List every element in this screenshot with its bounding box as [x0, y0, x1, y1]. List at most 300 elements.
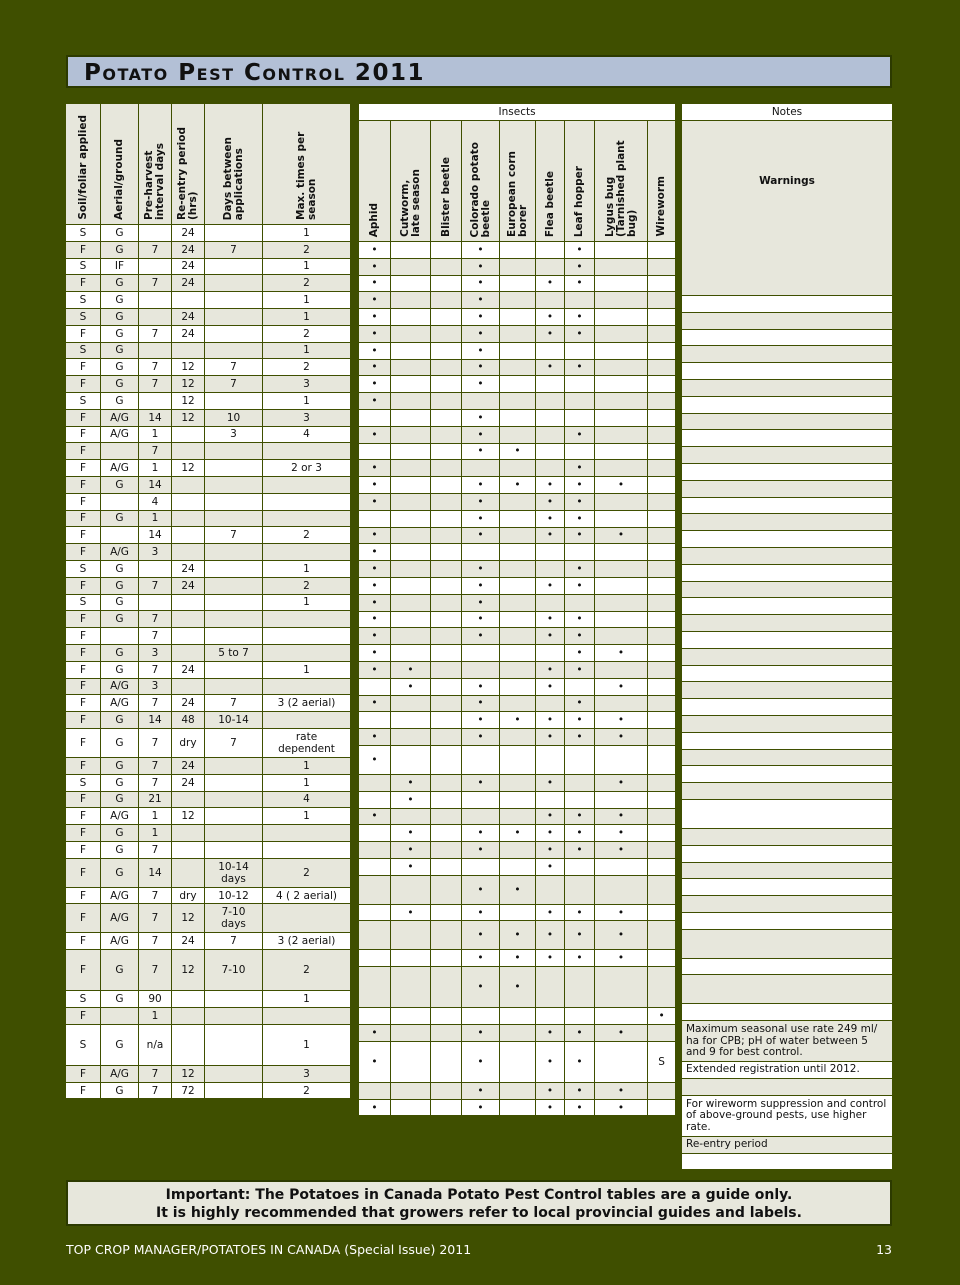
insect-cell: •	[500, 443, 536, 460]
table-row	[359, 510, 676, 527]
insect-cell	[431, 950, 462, 967]
data-cell	[172, 544, 205, 561]
insect-cell: •	[359, 594, 391, 611]
data-cell: 2	[263, 325, 351, 342]
insect-cell: •	[359, 292, 391, 309]
insect-cell	[431, 774, 462, 791]
insect-cell: •	[359, 544, 391, 561]
insect-cell: •	[500, 875, 536, 904]
table-row	[66, 712, 351, 729]
warning-cell	[682, 912, 893, 929]
insect-cell	[462, 661, 500, 678]
warning-cell	[682, 879, 893, 896]
data-cell: F	[66, 678, 101, 695]
data-cell: 90	[139, 991, 172, 1008]
insect-cell	[648, 791, 676, 808]
data-cell: 72	[172, 1082, 205, 1099]
data-cell: G	[101, 308, 139, 325]
warning-cell	[682, 631, 893, 648]
insect-cell	[595, 376, 648, 393]
insect-cell	[595, 510, 648, 527]
data-cell: A/G	[101, 933, 139, 950]
table-row	[66, 858, 351, 887]
insect-cell	[431, 729, 462, 746]
table-row	[682, 430, 893, 447]
insect-cell	[431, 1025, 462, 1042]
data-cell: 2	[263, 577, 351, 594]
data-cell: A/G	[101, 460, 139, 477]
table-row	[682, 547, 893, 564]
table-row	[66, 808, 351, 825]
data-cell: 24	[172, 933, 205, 950]
insect-cell	[648, 242, 676, 259]
insect-cell	[565, 376, 595, 393]
insect-cell	[500, 258, 536, 275]
insect-cell	[391, 808, 431, 825]
table-row	[359, 242, 676, 259]
insect-header-cell	[565, 121, 595, 242]
data-cell	[172, 991, 205, 1008]
data-cell: G	[101, 225, 139, 242]
insect-cell	[359, 904, 391, 921]
data-cell: G	[101, 510, 139, 527]
insect-cell	[648, 904, 676, 921]
page-title-box	[66, 55, 892, 88]
insect-cell: •	[462, 712, 500, 729]
table-row	[66, 841, 351, 858]
data-cell: 3	[263, 409, 351, 426]
insect-cell	[359, 950, 391, 967]
data-cell: 24	[172, 308, 205, 325]
data-cell	[205, 577, 263, 594]
table-row	[66, 275, 351, 292]
insect-cell: •	[500, 825, 536, 842]
insect-cell: •	[462, 678, 500, 695]
table-row	[682, 346, 893, 363]
data-cell: 7	[139, 933, 172, 950]
insect-cell	[648, 1099, 676, 1116]
insect-cell: •	[462, 376, 500, 393]
insect-cell	[648, 409, 676, 426]
insect-cell	[648, 950, 676, 967]
warning-cell	[682, 463, 893, 480]
data-cell	[205, 510, 263, 527]
insect-cell	[431, 825, 462, 842]
insect-cell	[462, 1008, 500, 1025]
insect-cell: •	[595, 1082, 648, 1099]
data-cell: G	[101, 1024, 139, 1065]
data-cell: 4 ( 2 aerial)	[263, 887, 351, 904]
insect-cell	[536, 443, 565, 460]
insect-cell	[462, 808, 500, 825]
table-row	[66, 904, 351, 933]
insect-cell	[462, 791, 500, 808]
data-cell: G	[101, 594, 139, 611]
insect-cell	[500, 645, 536, 662]
insect-cell	[595, 309, 648, 326]
insect-cell	[431, 921, 462, 950]
data-cell	[172, 510, 205, 527]
insect-cell	[391, 1082, 431, 1099]
table-row	[359, 527, 676, 544]
data-cell: F	[66, 950, 101, 991]
insect-cell	[565, 967, 595, 1008]
insect-cell: •	[359, 561, 391, 578]
insect-header-cell	[359, 121, 391, 242]
insect-cell: •	[359, 477, 391, 494]
insect-cell	[648, 1025, 676, 1042]
table-row	[682, 413, 893, 430]
data-cell	[205, 774, 263, 791]
table-row	[66, 728, 351, 757]
insect-cell: •	[536, 678, 565, 695]
warning-cell	[682, 766, 893, 783]
insect-cell	[595, 342, 648, 359]
warning-cell	[682, 296, 893, 313]
data-cell	[139, 594, 172, 611]
table-row	[66, 426, 351, 443]
data-cell: 7	[139, 661, 172, 678]
data-cell: 7	[205, 933, 263, 950]
insect-cell	[536, 875, 565, 904]
insect-cell: •	[391, 842, 431, 859]
table-row	[682, 1079, 893, 1096]
insect-cell	[648, 842, 676, 859]
data-cell: 7	[139, 241, 172, 258]
table-row	[682, 1004, 893, 1021]
insect-cell: •	[536, 661, 565, 678]
data-cell: 2	[263, 950, 351, 991]
insect-cell	[500, 611, 536, 628]
insect-cell	[595, 409, 648, 426]
data-cell	[263, 904, 351, 933]
data-cell: S	[66, 594, 101, 611]
insect-cell	[431, 967, 462, 1008]
data-cell: 1	[263, 292, 351, 309]
table-row	[359, 275, 676, 292]
table-row	[359, 678, 676, 695]
insect-cell	[391, 510, 431, 527]
insect-cell: •	[391, 825, 431, 842]
insect-cell: •	[500, 477, 536, 494]
insect-cell	[500, 275, 536, 292]
insect-cell: •	[536, 825, 565, 842]
insect-cell	[391, 712, 431, 729]
data-cell	[205, 275, 263, 292]
insect-cell	[536, 258, 565, 275]
data-cell	[139, 292, 172, 309]
table-row	[359, 921, 676, 950]
insect-cell	[648, 342, 676, 359]
insect-cell	[595, 426, 648, 443]
insect-cell	[648, 325, 676, 342]
insect-cell	[648, 292, 676, 309]
insect-cell: •	[462, 258, 500, 275]
warning-cell	[682, 531, 893, 548]
insect-cell	[536, 745, 565, 774]
data-cell: 7	[139, 628, 172, 645]
insect-cell: •	[462, 842, 500, 859]
insect-cell	[565, 393, 595, 410]
data-cell: n/a	[139, 1024, 172, 1065]
data-cell: 1	[263, 308, 351, 325]
insect-cell	[431, 477, 462, 494]
table-row	[359, 661, 676, 678]
data-cell	[263, 611, 351, 628]
data-cell: 2	[263, 1082, 351, 1099]
table-row	[359, 695, 676, 712]
insect-cell	[391, 460, 431, 477]
data-cell: 1	[263, 661, 351, 678]
table-row	[66, 887, 351, 904]
table-row	[359, 493, 676, 510]
insect-cell: •	[359, 275, 391, 292]
table-row	[359, 774, 676, 791]
insect-cell	[500, 695, 536, 712]
data-cell: F	[66, 825, 101, 842]
data-cell	[205, 808, 263, 825]
table-row	[359, 745, 676, 774]
insect-cell: •	[462, 409, 500, 426]
warning-cell: For wireworm suppression and control of above-ground pests, use higher rate.	[682, 1095, 893, 1136]
insect-cell: •	[565, 510, 595, 527]
insect-cell: •	[565, 729, 595, 746]
insect-cell	[391, 376, 431, 393]
table-row	[359, 791, 676, 808]
insect-cell	[431, 493, 462, 510]
data-cell: F	[66, 695, 101, 712]
insect-cell	[500, 678, 536, 695]
insect-cell	[431, 712, 462, 729]
data-cell: G	[101, 1082, 139, 1099]
insect-cell	[431, 611, 462, 628]
footer-publication: TOP CROP MANAGER/POTATOES IN CANADA (Special Issue) 2011	[66, 1242, 472, 1257]
insect-cell: •	[565, 561, 595, 578]
data-cell: 24	[172, 661, 205, 678]
data-cell: 24	[172, 560, 205, 577]
insect-cell: •	[462, 875, 500, 904]
header-cell	[66, 104, 101, 225]
data-cell: G	[101, 292, 139, 309]
insect-cell	[565, 774, 595, 791]
data-cell: G	[101, 644, 139, 661]
data-cell: 1	[139, 808, 172, 825]
insect-cell: •	[359, 661, 391, 678]
insect-cell	[359, 858, 391, 875]
insect-cell	[500, 904, 536, 921]
insect-cell	[500, 1082, 536, 1099]
header-cell	[263, 104, 351, 225]
data-cell: 7	[205, 695, 263, 712]
insect-cell: •	[359, 393, 391, 410]
data-cell: F	[66, 544, 101, 561]
insect-cell	[391, 309, 431, 326]
insect-header-cell	[648, 121, 676, 242]
insect-cell: •	[565, 695, 595, 712]
insect-cell	[500, 661, 536, 678]
data-cell: 1	[139, 825, 172, 842]
insect-cell: •	[595, 712, 648, 729]
insect-cell	[391, 745, 431, 774]
table-row	[682, 958, 893, 975]
insect-cell	[431, 791, 462, 808]
data-cell: A/G	[101, 1065, 139, 1082]
table-row	[682, 799, 893, 828]
insect-cell: •	[595, 1099, 648, 1116]
data-cell: F	[66, 644, 101, 661]
data-cell: 12	[172, 808, 205, 825]
data-cell: F	[66, 443, 101, 460]
table-row	[66, 1024, 351, 1065]
data-cell	[205, 225, 263, 242]
data-cell: G	[101, 560, 139, 577]
insect-cell: •	[648, 1008, 676, 1025]
data-cell: F	[66, 376, 101, 393]
table-row	[66, 757, 351, 774]
data-cell: G	[101, 611, 139, 628]
data-cell	[205, 594, 263, 611]
insect-cell	[431, 904, 462, 921]
table-row	[359, 842, 676, 859]
insect-cell: •	[536, 527, 565, 544]
data-cell: 7	[139, 325, 172, 342]
warning-cell: Extended registration until 2012.	[682, 1062, 893, 1079]
warning-cell	[682, 862, 893, 879]
insect-cell: •	[359, 325, 391, 342]
data-cell: F	[66, 728, 101, 757]
insect-cell	[431, 258, 462, 275]
data-cell: A/G	[101, 808, 139, 825]
table-row	[66, 392, 351, 409]
insect-cell	[431, 1041, 462, 1082]
insect-cell	[391, 695, 431, 712]
data-cell: A/G	[101, 887, 139, 904]
data-cell	[263, 678, 351, 695]
insect-cell	[648, 561, 676, 578]
data-cell: F	[66, 476, 101, 493]
insect-cell	[648, 774, 676, 791]
insect-cell	[648, 645, 676, 662]
data-cell	[139, 258, 172, 275]
data-cell	[263, 443, 351, 460]
data-cell: 7	[139, 1082, 172, 1099]
data-cell: 3	[139, 678, 172, 695]
data-cell: G	[101, 728, 139, 757]
data-cell: A/G	[101, 678, 139, 695]
insect-cell	[391, 527, 431, 544]
data-cell: A/G	[101, 695, 139, 712]
insect-cell: •	[565, 825, 595, 842]
insect-cell	[648, 875, 676, 904]
insect-cell	[391, 628, 431, 645]
insect-cell	[500, 409, 536, 426]
data-cell	[172, 644, 205, 661]
insect-cell: •	[462, 325, 500, 342]
insect-cell	[359, 443, 391, 460]
insect-cell: •	[595, 774, 648, 791]
insect-cell	[391, 577, 431, 594]
data-cell: 1	[263, 594, 351, 611]
insect-cell: •	[536, 921, 565, 950]
table-row	[682, 648, 893, 665]
insect-cell: •	[536, 510, 565, 527]
data-cell: F	[66, 460, 101, 477]
insect-cell: •	[391, 678, 431, 695]
insect-cell	[595, 493, 648, 510]
insect-cell	[500, 561, 536, 578]
table-row	[66, 774, 351, 791]
insect-cell: •	[595, 1025, 648, 1042]
insect-cell	[500, 527, 536, 544]
insect-cell: •	[595, 921, 648, 950]
table-row	[359, 443, 676, 460]
data-cell: 7	[139, 887, 172, 904]
table-row	[66, 376, 351, 393]
table-row	[66, 560, 351, 577]
data-cell: 14	[139, 712, 172, 729]
data-cell	[172, 628, 205, 645]
insect-cell: •	[359, 342, 391, 359]
data-cell	[139, 308, 172, 325]
table-row	[359, 393, 676, 410]
insect-cell	[648, 745, 676, 774]
insect-header-label: European corn borer	[505, 151, 529, 237]
insect-cell	[431, 1008, 462, 1025]
data-cell	[205, 1082, 263, 1099]
data-cell	[263, 825, 351, 842]
insect-cell: •	[462, 1099, 500, 1116]
warning-cell: Re-entry period	[682, 1136, 893, 1153]
data-cell	[172, 292, 205, 309]
data-cell: 24	[172, 258, 205, 275]
insect-cell	[431, 745, 462, 774]
insect-cell	[391, 258, 431, 275]
data-cell: 24	[172, 577, 205, 594]
page-number: 13	[876, 1242, 892, 1257]
data-cell: dry	[172, 887, 205, 904]
data-cell: 2	[263, 275, 351, 292]
data-cell	[205, 560, 263, 577]
insect-cell	[595, 443, 648, 460]
data-cell: 10-12	[205, 887, 263, 904]
insect-cell: •	[536, 611, 565, 628]
table-row	[682, 682, 893, 699]
insect-cell	[565, 745, 595, 774]
insect-cell	[648, 359, 676, 376]
data-cell: G	[101, 577, 139, 594]
insects-table	[358, 103, 676, 1116]
insect-cell: •	[462, 577, 500, 594]
data-cell	[205, 325, 263, 342]
data-cell: 1	[263, 392, 351, 409]
data-cell	[205, 791, 263, 808]
warning-cell	[682, 396, 893, 413]
insect-cell	[462, 858, 500, 875]
warning-cell	[682, 598, 893, 615]
data-cell: 12	[172, 460, 205, 477]
insect-cell: •	[462, 921, 500, 950]
data-cell: G	[101, 825, 139, 842]
insect-cell: •	[595, 729, 648, 746]
insect-cell: •	[565, 808, 595, 825]
table-row	[682, 631, 893, 648]
data-cell: 2	[263, 858, 351, 887]
data-cell: 14	[139, 476, 172, 493]
table-row	[682, 828, 893, 845]
insect-cell	[648, 611, 676, 628]
notes-table	[681, 103, 893, 1170]
insect-cell: •	[359, 376, 391, 393]
